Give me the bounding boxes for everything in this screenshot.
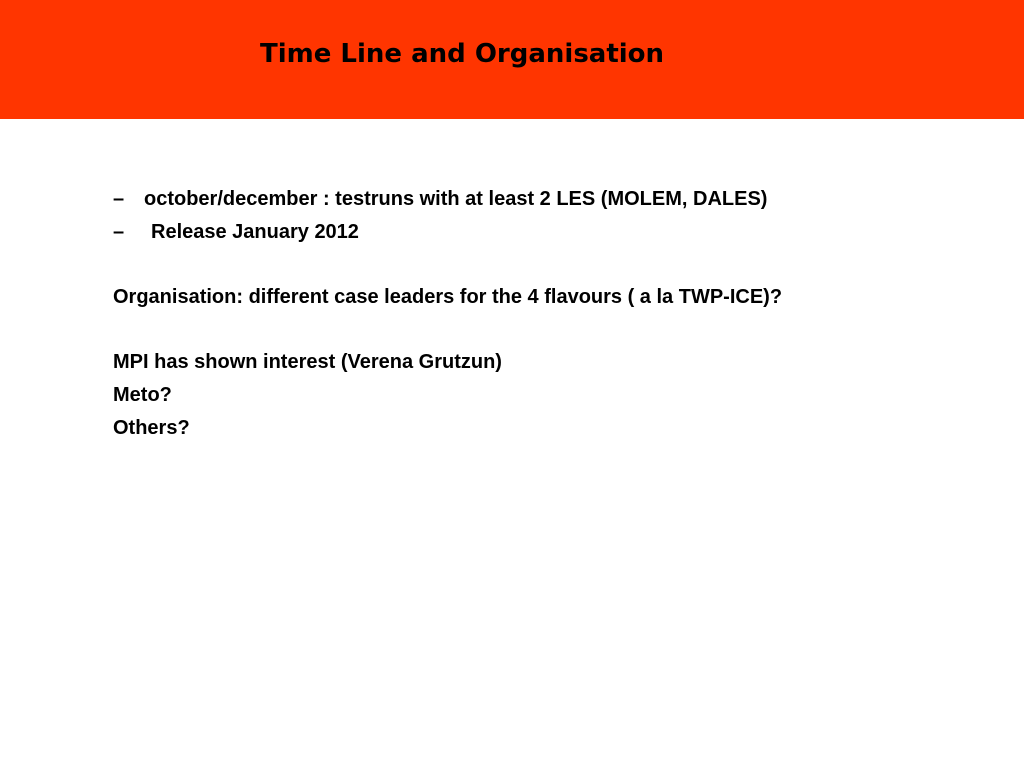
slide-title: Time Line and Organisation [260, 39, 665, 69]
bullet-item [113, 183, 993, 216]
spacer [113, 248, 993, 281]
interest-line: Meto? [113, 384, 172, 407]
bullet-text: Release January 2012 [151, 220, 359, 243]
dash-marker: – [113, 220, 125, 243]
spacer [113, 314, 993, 347]
interest-line: MPI has shown interest (Verena Grutzun) [113, 351, 502, 374]
dash-marker: – [113, 188, 125, 210]
bullet-text: october/december : testruns with at least 2 LES (MOLEM, DALES) [144, 188, 768, 210]
slide-body [113, 183, 993, 445]
organisation-line: Organisation: different case leaders for the 4 flavours ( a la TWP-ICE)? [113, 286, 783, 309]
interest-line: Others? [113, 416, 190, 439]
bullet-item [113, 216, 993, 249]
